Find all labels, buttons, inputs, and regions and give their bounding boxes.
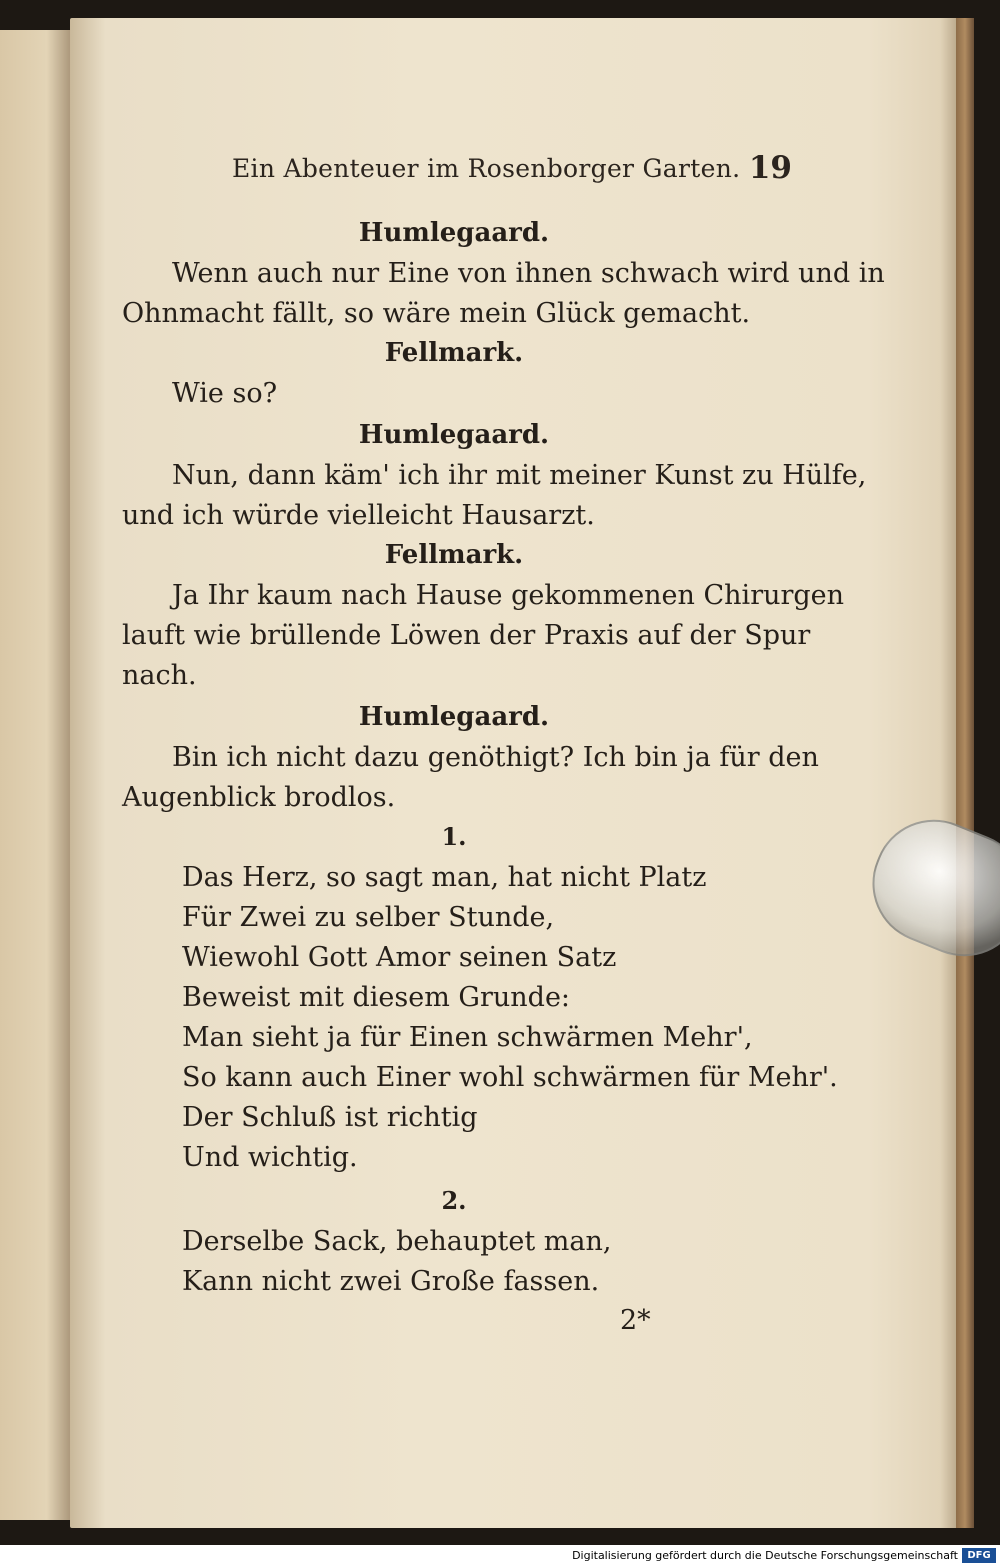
text-line: Ohnmacht fällt, so wäre mein Glück gemacht.: [122, 298, 751, 329]
speaker-name: Humlegaard.: [358, 218, 550, 248]
text-line: lauft wie brüllende Löwen der Praxis auf der Spur: [122, 620, 811, 651]
page-number: 19: [748, 150, 792, 186]
text-line: nach.: [122, 660, 197, 691]
verse-line: Derselbe Sack, behauptet man,: [182, 1226, 612, 1257]
verse-line: Beweist mit diesem Grunde:: [182, 982, 571, 1013]
stanza-number: 2.: [441, 1186, 467, 1215]
speaker-name: Fellmark.: [384, 338, 524, 368]
page-stack-edge: [956, 18, 974, 1528]
text-line: Ja Ihr kaum nach Hause gekommenen Chirurgen: [172, 580, 845, 611]
text-line: und ich würde vielleicht Hausarzt.: [122, 500, 595, 531]
verse-line: Wiewohl Gott Amor seinen Satz: [182, 942, 617, 973]
footer-credit: Digitalisierung gefördert durch die Deutsche Forschungsgemeinschaft: [572, 1549, 958, 1562]
verse-line: Für Zwei zu selber Stunde,: [182, 902, 555, 933]
verse-line: Und wichtig.: [182, 1142, 358, 1173]
verse-line: Der Schluß ist richtig: [182, 1102, 478, 1133]
running-title: Ein Abenteuer im Rosenborger Garten.: [232, 154, 741, 183]
verse-line: So kann auch Einer wohl schwärmen für Mehr'.: [182, 1062, 838, 1093]
page-header: [232, 150, 792, 194]
speaker-name: Humlegaard.: [358, 420, 550, 450]
text-line: Bin ich nicht dazu genöthigt? Ich bin ja für den: [172, 742, 819, 773]
text-line: Wie so?: [172, 378, 278, 409]
facing-page-edge: [0, 30, 78, 1520]
signature-mark: 2*: [620, 1305, 651, 1336]
text-line: Augenblick brodlos.: [122, 782, 396, 813]
verse-line: Das Herz, so sagt man, hat nicht Platz: [182, 862, 707, 893]
stanza-number: 1.: [441, 822, 467, 851]
dfg-logo-icon: DFG: [962, 1548, 996, 1563]
verse-line: Kann nicht zwei Große fassen.: [182, 1266, 600, 1297]
speaker-name: Humlegaard.: [358, 702, 550, 732]
text-line: Nun, dann käm' ich ihr mit meiner Kunst zu Hülfe,: [172, 460, 867, 491]
footer-bar: [0, 1545, 1000, 1567]
speaker-name: Fellmark.: [384, 540, 524, 570]
text-line: Wenn auch nur Eine von ihnen schwach wird und in: [172, 258, 885, 289]
verse-line: Man sieht ja für Einen schwärmen Mehr',: [182, 1022, 753, 1053]
